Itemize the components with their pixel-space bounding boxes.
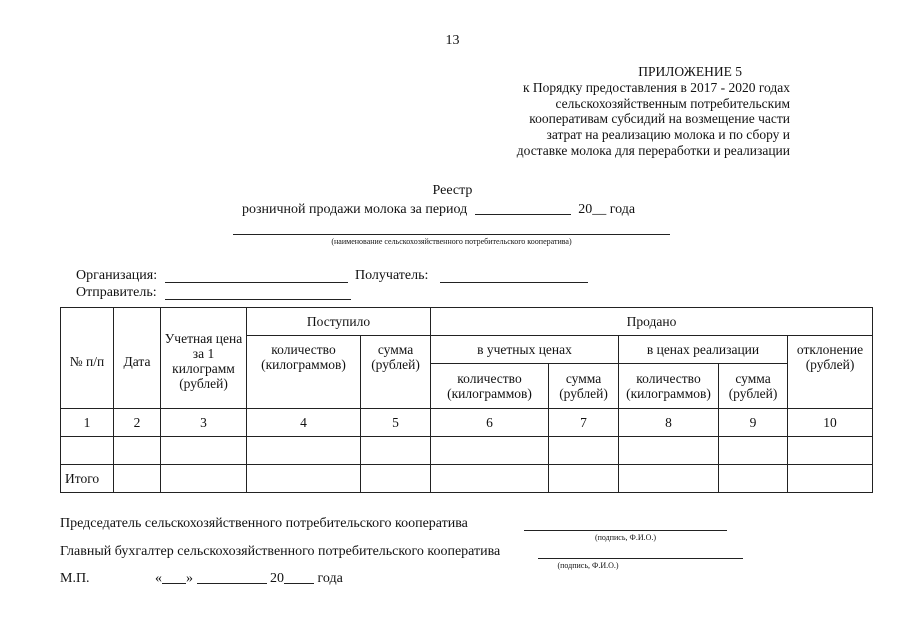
recipient-line	[440, 282, 588, 283]
date-quote-open: «	[155, 571, 162, 586]
appendix-line: затрат на реализацию молока и по сбору и	[546, 127, 790, 143]
header-received-sum: сумма (рублей)	[361, 336, 431, 409]
header-accounting-quantity: количество (килограммов)	[431, 364, 549, 409]
header-date: Дата	[114, 308, 161, 409]
header-accounting-prices: в учетных ценах	[431, 336, 619, 364]
column-number: 6	[431, 409, 549, 437]
header-received: Поступило	[247, 308, 431, 336]
table-cell	[719, 465, 788, 493]
stamp-label: М.П.	[60, 571, 90, 586]
table-cell	[788, 465, 873, 493]
total-label: Итого	[61, 465, 114, 493]
chairman-signature-line	[524, 530, 727, 531]
table-cell	[247, 437, 361, 465]
accountant-label: Главный бухгалтер сельскохозяйственного потребительского кооператива	[60, 544, 501, 559]
header-sale-sum: сумма (рублей)	[719, 364, 788, 409]
day-blank	[162, 583, 186, 584]
header-sale-prices: в ценах реализации	[619, 336, 788, 364]
table-cell	[61, 437, 114, 465]
table-cell	[247, 465, 361, 493]
table-cell	[549, 465, 619, 493]
sign-date	[155, 571, 343, 587]
organization-label: Организация:	[76, 268, 158, 283]
chairman-label: Председатель сельскохозяйственного потребительского кооператива	[60, 516, 468, 531]
table-cell	[114, 437, 161, 465]
sender-label: Отправитель:	[76, 285, 157, 300]
header-number: № п/п	[61, 308, 114, 409]
month-blank	[197, 583, 267, 584]
column-number: 8	[619, 409, 719, 437]
register-title: Реестр	[432, 183, 473, 198]
register-year: 20__ года	[578, 202, 636, 217]
organization-line	[165, 282, 348, 283]
recipient-label: Получатель:	[355, 268, 429, 283]
cooperative-name-caption: (наименование сельскохозяйственного потребительского кооператива)	[331, 237, 572, 246]
table-cell	[161, 465, 247, 493]
table-cell	[619, 437, 719, 465]
table-cell	[361, 465, 431, 493]
page-number: 13	[445, 33, 460, 48]
appendix-line: доставке молока для переработки и реализации	[516, 142, 790, 158]
year-blank	[284, 583, 314, 584]
header-sold: Продано	[431, 308, 873, 336]
appendix-line: кооперативам субсидий на возмещение части	[529, 111, 790, 127]
header-unit-price: Учетная цена за 1 килограмм (рублей)	[161, 308, 247, 409]
appendix-header	[450, 64, 790, 159]
table-cell	[114, 465, 161, 493]
date-year-suffix: года	[317, 571, 343, 586]
accountant-signature-caption: (подпись, Ф.И.О.)	[557, 561, 619, 570]
appendix-line: сельскохозяйственным потребительским	[555, 95, 790, 111]
period-blank	[475, 214, 571, 215]
date-year-prefix: 20	[270, 571, 284, 586]
appendix-title: ПРИЛОЖЕНИЕ 5	[638, 64, 742, 79]
column-number: 3	[161, 409, 247, 437]
column-number: 10	[788, 409, 873, 437]
column-number: 9	[719, 409, 788, 437]
accountant-signature-line	[538, 558, 743, 559]
chairman-signature-caption: (подпись, Ф.И.О.)	[594, 533, 657, 542]
column-number: 5	[361, 409, 431, 437]
table-cell	[719, 437, 788, 465]
column-number: 7	[549, 409, 619, 437]
column-number: 1	[61, 409, 114, 437]
register-table	[60, 307, 873, 493]
appendix-line: к Порядку предоставления в 2017 - 2020 годах	[522, 79, 790, 95]
table-cell	[161, 437, 247, 465]
register-period-label: розничной продажи молока за период	[242, 202, 468, 217]
table-cell	[431, 465, 549, 493]
register-subtitle	[242, 202, 635, 218]
header-deviation: отклонение (рублей)	[788, 336, 873, 409]
table-cell	[431, 437, 549, 465]
header-accounting-sum: сумма (рублей)	[549, 364, 619, 409]
date-quote-close: »	[186, 571, 193, 586]
cooperative-name-line	[233, 234, 670, 235]
sender-line	[165, 299, 351, 300]
column-number: 4	[247, 409, 361, 437]
header-received-quantity: количество (килограммов)	[247, 336, 361, 409]
table-cell	[361, 437, 431, 465]
column-number: 2	[114, 409, 161, 437]
table-cell	[788, 437, 873, 465]
table-cell	[549, 437, 619, 465]
header-sale-quantity: количество (килограммов)	[619, 364, 719, 409]
total-row	[61, 465, 873, 493]
table-row	[61, 437, 873, 465]
table-cell	[619, 465, 719, 493]
